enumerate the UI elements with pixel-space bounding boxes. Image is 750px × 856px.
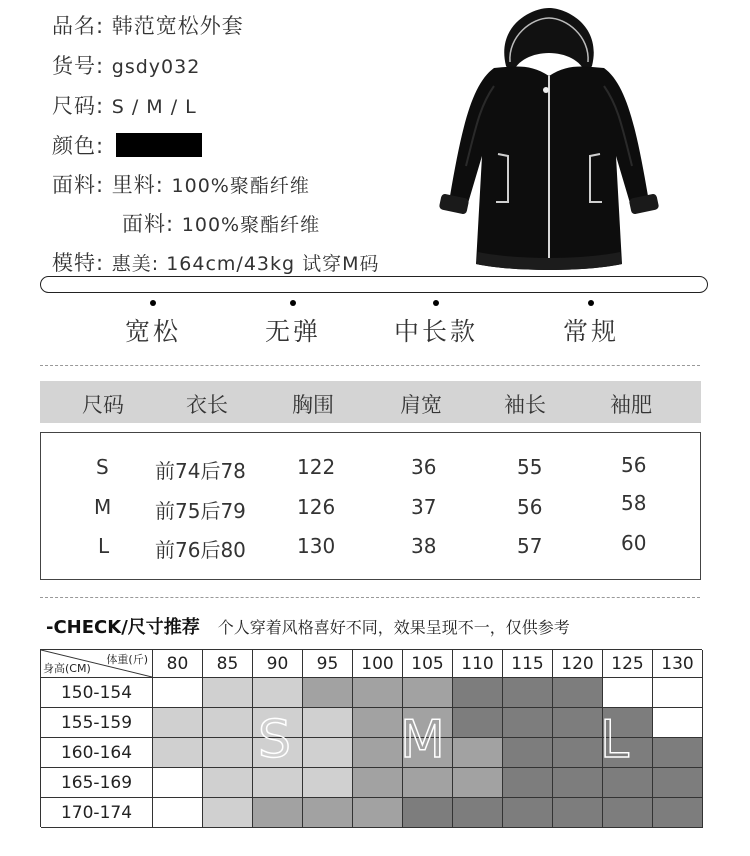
size-mark: M (400, 710, 445, 770)
grid-cell (453, 768, 503, 798)
corner-diagonal (41, 650, 152, 677)
product-color-row (52, 130, 202, 160)
weight-header: 85 (203, 650, 253, 678)
height-label: 155-159 (41, 708, 153, 738)
name-label: 品名: (52, 14, 105, 38)
grid-cell (553, 678, 603, 708)
table-cell: 57 (517, 534, 543, 558)
height-label: 160-164 (41, 738, 153, 768)
grid-cell (553, 768, 603, 798)
grid-cell (553, 798, 603, 828)
check-title: -CHECK/尺寸推荐 (46, 617, 200, 638)
product-size-row (52, 90, 197, 120)
header-sleeve: 袖长 (504, 393, 546, 417)
code-label: 货号: (52, 54, 105, 78)
weight-header: 105 (403, 650, 453, 678)
height-label: 165-169 (41, 768, 153, 798)
grid-cell (353, 738, 403, 768)
product-code-row (52, 50, 200, 80)
size-label: 尺码: (52, 94, 105, 118)
name-value: 韩范宽松外套 (111, 14, 244, 38)
fabric-value: 100%聚酯纤维 (181, 214, 321, 236)
feature-label: 常规 (562, 317, 619, 346)
grid-cell (253, 678, 303, 708)
grid-cell (503, 708, 553, 738)
grid-cell (453, 738, 503, 768)
grid-cell (153, 768, 203, 798)
feature-loose (118, 300, 188, 348)
feature-mid-length (388, 300, 484, 348)
grid-cell (453, 708, 503, 738)
feature-label: 宽松 (124, 317, 181, 346)
dashed-divider (40, 597, 700, 598)
grid-cell (453, 798, 503, 828)
grid-cell (153, 798, 203, 828)
section-divider (40, 276, 708, 293)
grid-cell (203, 798, 253, 828)
grid-cell (653, 768, 703, 798)
weight-header: 120 (553, 650, 603, 678)
grid-cell (603, 798, 653, 828)
grid-cell (603, 678, 653, 708)
product-model-row (52, 247, 380, 277)
bullet-dot (290, 300, 296, 306)
grid-cell (353, 678, 403, 708)
size-table-header (40, 381, 701, 423)
grid-cell (553, 708, 603, 738)
weight-header: 130 (653, 650, 703, 678)
grid-cell (403, 678, 453, 708)
product-fabric-sub-row (122, 208, 320, 238)
grid-cell (503, 798, 553, 828)
weight-header: 125 (603, 650, 653, 678)
grid-cell (203, 678, 253, 708)
grid-cell (153, 738, 203, 768)
weight-header: 90 (253, 650, 303, 678)
table-cell: 58 (621, 491, 647, 515)
feature-label: 无弹 (264, 317, 321, 346)
grid-cell (253, 768, 303, 798)
header-size: 尺码 (82, 393, 124, 417)
size-value: S / M / L (111, 96, 197, 118)
grid-cell (503, 768, 553, 798)
model-value: 惠美: 164cm/43kg 试穿M码 (111, 253, 380, 275)
weight-header: 110 (453, 650, 503, 678)
grid-cell (453, 678, 503, 708)
lining-label: 里料: (111, 173, 164, 197)
grid-cell (303, 768, 353, 798)
grid-cell (403, 768, 453, 798)
header-length: 衣长 (186, 393, 228, 417)
weight-header: 115 (503, 650, 553, 678)
fabric-sub-label: 面料: (122, 212, 175, 236)
dashed-divider (40, 365, 700, 366)
table-cell: 37 (411, 495, 437, 519)
grid-cell (203, 738, 253, 768)
model-label: 模特: (52, 251, 105, 275)
grid-cell (303, 678, 353, 708)
header-chest: 胸围 (292, 393, 334, 417)
size-mark: S (258, 710, 292, 770)
table-cell: 前75后79 (155, 499, 246, 523)
grid-corner (41, 650, 153, 678)
grid-cell (503, 678, 553, 708)
bullet-dot (150, 300, 156, 306)
grid-cell (503, 738, 553, 768)
table-cell: 55 (517, 455, 543, 479)
weight-header: 95 (303, 650, 353, 678)
grid-cell (653, 708, 703, 738)
corner-height-label: 身高(CM) (43, 662, 91, 675)
grid-cell (303, 708, 353, 738)
grid-cell (353, 708, 403, 738)
size-table (40, 432, 701, 580)
size-recommend-grid (40, 649, 702, 827)
size-mark: L (600, 710, 629, 770)
height-label: 150-154 (41, 678, 153, 708)
table-cell: 前74后78 (155, 459, 246, 483)
fabric-label: 面料: (52, 173, 105, 197)
feature-no-stretch (258, 300, 328, 348)
bullet-dot (588, 300, 594, 306)
grid-cell (353, 798, 403, 828)
product-name-row (52, 10, 244, 40)
check-note: 个人穿着风格喜好不同，效果呈现不一，仅供参考 (217, 618, 570, 637)
grid-cell (653, 678, 703, 708)
grid-cell (353, 768, 403, 798)
table-cell: 38 (411, 534, 437, 558)
table-cell: 60 (621, 531, 647, 555)
header-sleeve-width: 袖肥 (610, 393, 652, 417)
table-cell: M (94, 495, 112, 519)
weight-header: 80 (153, 650, 203, 678)
table-cell: 122 (297, 455, 336, 479)
header-shoulder: 肩宽 (400, 393, 442, 417)
bullet-dot (433, 300, 439, 306)
table-cell: 126 (297, 495, 336, 519)
product-fabric-row (52, 169, 310, 199)
check-heading (46, 613, 570, 639)
grid-cell (153, 678, 203, 708)
table-cell: L (98, 534, 110, 558)
table-cell: 前76后80 (155, 538, 246, 562)
feature-label: 中长款 (393, 317, 478, 346)
corner-weight-label: 体重(斤) (106, 653, 148, 666)
table-cell: S (96, 455, 109, 479)
grid-cell (653, 798, 703, 828)
lining-value: 100%聚酯纤维 (171, 175, 310, 197)
table-cell: 56 (517, 495, 543, 519)
table-cell: 36 (411, 455, 437, 479)
grid-cell (303, 798, 353, 828)
table-cell: 130 (297, 534, 336, 558)
grid-cell (653, 738, 703, 768)
grid-cell (153, 708, 203, 738)
feature-regular (556, 300, 626, 348)
height-label: 170-174 (41, 798, 153, 828)
grid-cell (203, 708, 253, 738)
table-cell: 56 (621, 453, 647, 477)
grid-cell (253, 798, 303, 828)
code-value: gsdy032 (111, 56, 201, 78)
color-label: 颜色: (52, 134, 105, 158)
grid-cell (203, 768, 253, 798)
product-photo (436, 6, 662, 274)
grid-cell (603, 768, 653, 798)
grid-cell (303, 738, 353, 768)
grid-cell (553, 738, 603, 768)
grid-cell (403, 798, 453, 828)
weight-header: 100 (353, 650, 403, 678)
color-swatch (116, 133, 202, 157)
